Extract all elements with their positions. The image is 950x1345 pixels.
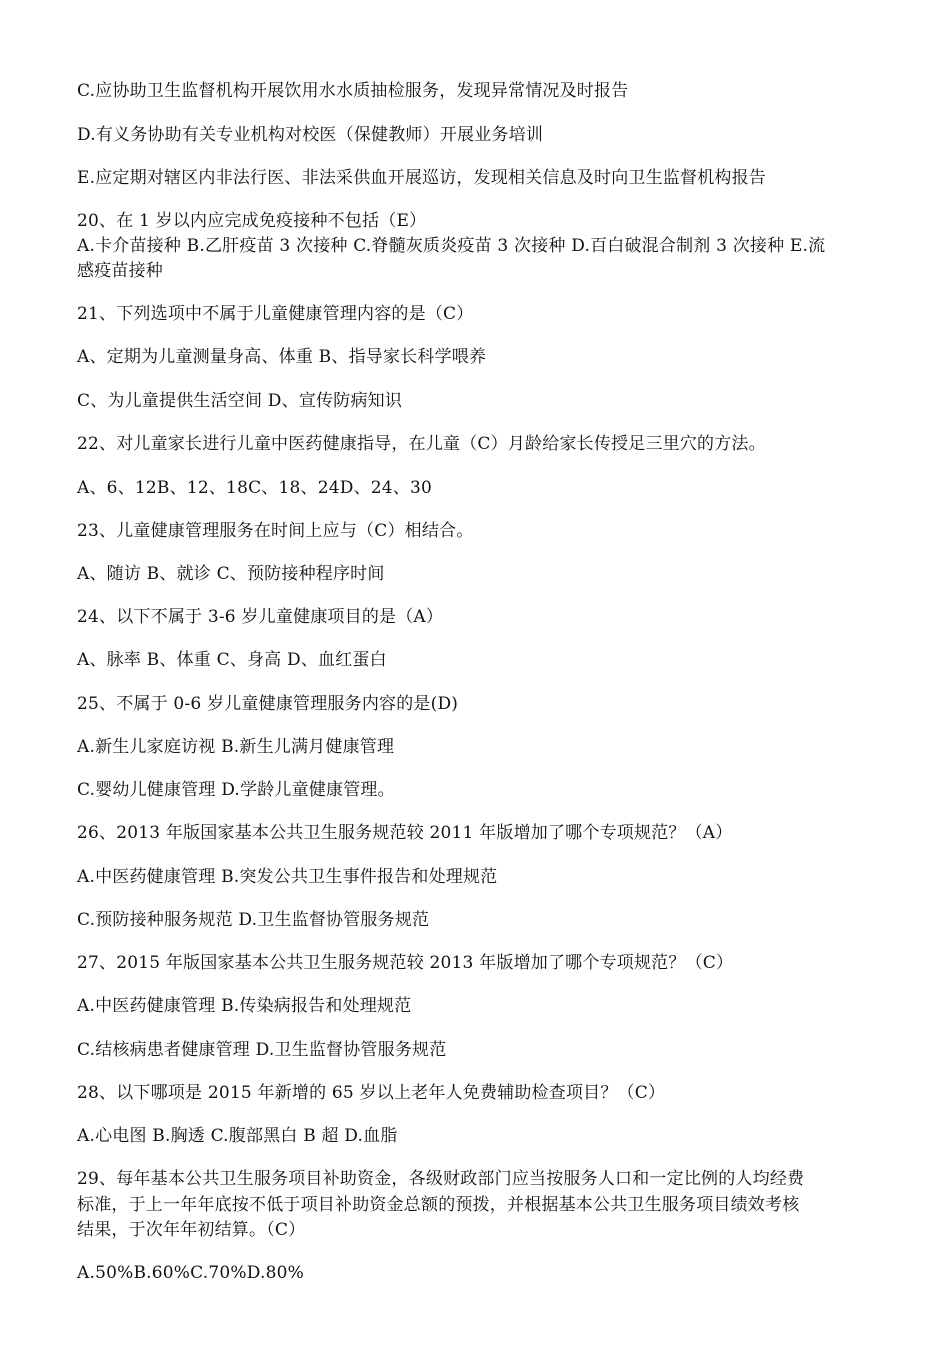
text-line: A、6、12B、12、18C、18、24D、24、30 [77,478,433,498]
text-line: E.应定期对辖区内非法行医、非法采供血开展巡访，发现相关信息及时向卫生监督机构报告 [77,168,767,188]
text-line: C.结核病患者健康管理 D.卫生监督协管服务规范 [77,1040,447,1060]
text-line: A.50%B.60%C.70%D.80% [77,1263,304,1283]
text-line: C.预防接种服务规范 D.卫生监督协管服务规范 [77,910,430,930]
text-line: 标准，于上一年年底按不低于项目补助资金总额的预拨，并根据基本公共卫生服务项目绩效考核 [77,1195,800,1215]
text-line: C、为儿童提供生活空间 D、宣传防病知识 [77,391,403,411]
text-line: A.卡介苗接种 B.乙肝疫苗 3 次接种 C.脊髓灰质炎疫苗 3 次接种 D.百白破混合制剂 3 次接种 E.流 [77,236,826,256]
text-line: A、定期为儿童测量身高、体重 B、指导家长科学喂养 [77,347,487,367]
text-line: A.新生儿家庭访视 B.新生儿满月健康管理 [77,737,395,757]
text-line: A、脉率 B、体重 C、身高 D、血红蛋白 [77,650,387,670]
question-25: 25、不属于 0-6 岁儿童健康管理服务内容的是(D) [77,694,459,714]
text-line: C.婴幼儿健康管理 D.学龄儿童健康管理。 [77,780,395,800]
question-26: 26、2013 年版国家基本公共卫生服务规范较 2011 年版增加了哪个专项规范？（A） [77,823,733,843]
question-29: 29、每年基本公共卫生服务项目补助资金，各级财政部门应当按服务人口和一定比例的人均经费 [77,1169,805,1189]
text-line: A.中医药健康管理 B.突发公共卫生事件报告和处理规范 [77,867,498,887]
question-23: 23、儿童健康管理服务在时间上应与（C）相结合。 [77,521,474,541]
text-line: A、随访 B、就诊 C、预防接种程序时间 [77,564,385,584]
text-line: A.心电图 B.胸透 C.腹部黑白 B 超 D.血脂 [77,1126,398,1146]
question-22: 22、对儿童家长进行儿童中医药健康指导，在儿童（C）月龄给家长传授足三里穴的方法。 [77,434,766,454]
question-20: 20、在 1 岁以内应完成免疫接种不包括（E） [77,211,427,231]
text-line: 结果，于次年年初结算。（C） [77,1220,306,1240]
text-line: C.应协助卫生监督机构开展饮用水水质抽检服务，发现异常情况及时报告 [77,81,629,101]
text-line: A.中医药健康管理 B.传染病报告和处理规范 [77,996,412,1016]
question-27: 27、2015 年版国家基本公共卫生服务规范较 2013 年版增加了哪个专项规范？（C） [77,953,734,973]
text-line: 感疫苗接种 [77,261,163,281]
text-line: D.有义务协助有关专业机构对校医（保健教师）开展业务培训 [77,125,544,145]
question-28: 28、以下哪项是 2015 年新增的 65 岁以上老年人免费辅助检查项目？（C） [77,1083,666,1103]
question-24: 24、以下不属于 3-6 岁儿童健康项目的是（A） [77,607,444,627]
question-21: 21、下列选项中不属于儿童健康管理内容的是（C） [77,304,474,324]
